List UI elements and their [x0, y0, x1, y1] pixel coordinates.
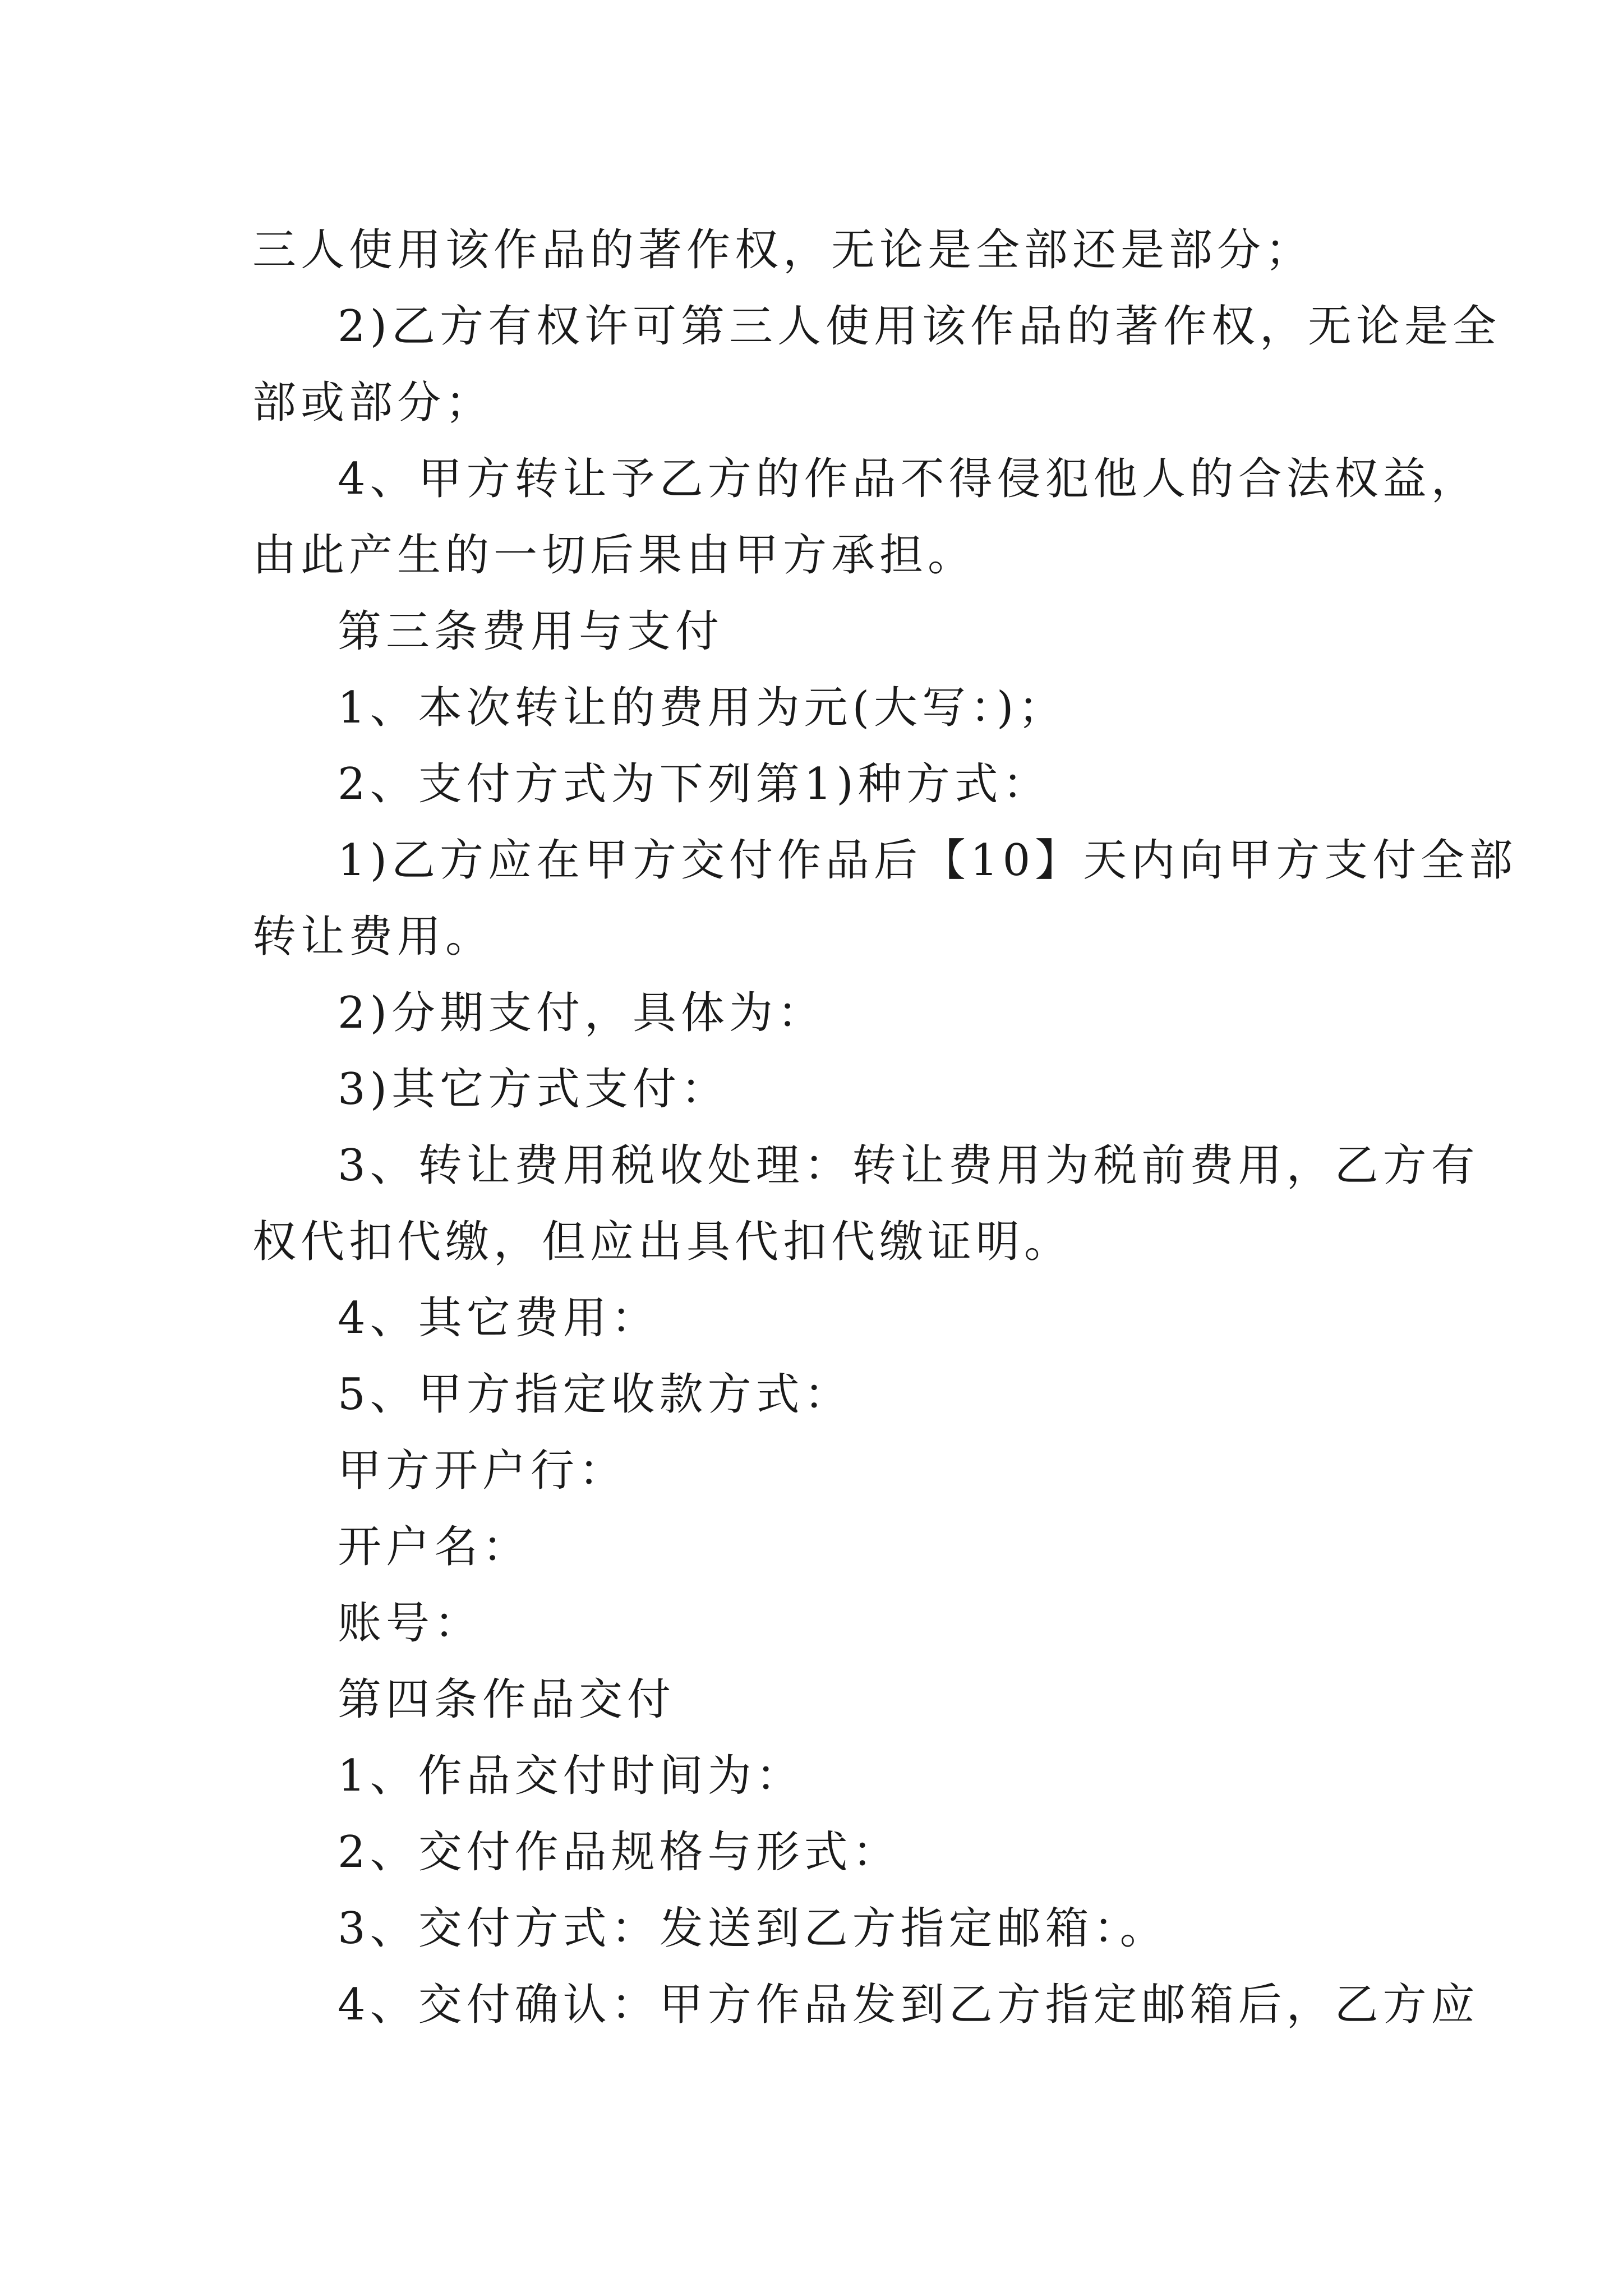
- paragraph-line: 三人使用该作品的著作权，无论是全部还是部分；: [252, 225, 1314, 275]
- paragraph-line: 甲方开户行：: [338, 1446, 628, 1496]
- paragraph-line: 由此产生的一切后果由甲方承担。: [252, 530, 976, 581]
- paragraph-line: 1)乙方应在甲方交付作品后【10】天内向甲方支付全部: [338, 835, 1518, 886]
- paragraph-line: 部或部分；: [252, 378, 494, 428]
- paragraph-line: 3、交付方式：发送到乙方指定邮箱：。: [338, 1903, 1168, 1954]
- paragraph-line: 2、交付作品规格与形式：: [338, 1827, 901, 1878]
- paragraph-line: 账号：: [338, 1598, 483, 1649]
- document-body: [252, 212, 1518, 2043]
- paragraph-line: 4、甲方转让予乙方的作品不得侵犯他人的合法权益，: [338, 454, 1479, 504]
- paragraph-line: 权代扣代缴，但应出具代扣代缴证明。: [252, 1217, 1073, 1267]
- paragraph-line: 3)其它方式支付：: [338, 1064, 730, 1115]
- paragraph-line: 1、本次转让的费用为元(大写：)；: [338, 683, 1067, 733]
- paragraph-line: 3、转让费用税收处理：转让费用为税前费用，乙方有: [338, 1140, 1479, 1191]
- paragraph-line: 2、支付方式为下列第1)种方式：: [338, 759, 1051, 809]
- paragraph-line: 5、甲方指定收款方式：: [338, 1369, 852, 1420]
- paragraph-line: 4、交付确认：甲方作品发到乙方指定邮箱后，乙方应: [338, 1980, 1479, 2030]
- paragraph-line: 2)乙方有权许可第三人使用该作品的著作权，无论是全: [338, 301, 1501, 352]
- paragraph-line: 4、其它费用：: [338, 1293, 660, 1343]
- section-heading: 第四条作品交付: [338, 1674, 676, 1725]
- section-heading: 第三条费用与支付: [338, 606, 724, 657]
- paragraph-line: 开户名：: [338, 1522, 531, 1572]
- paragraph-line: 2)分期支付，具体为：: [338, 988, 826, 1038]
- paragraph-line: 1、作品交付时间为：: [338, 1751, 804, 1801]
- paragraph-line: 转让费用。: [252, 912, 494, 962]
